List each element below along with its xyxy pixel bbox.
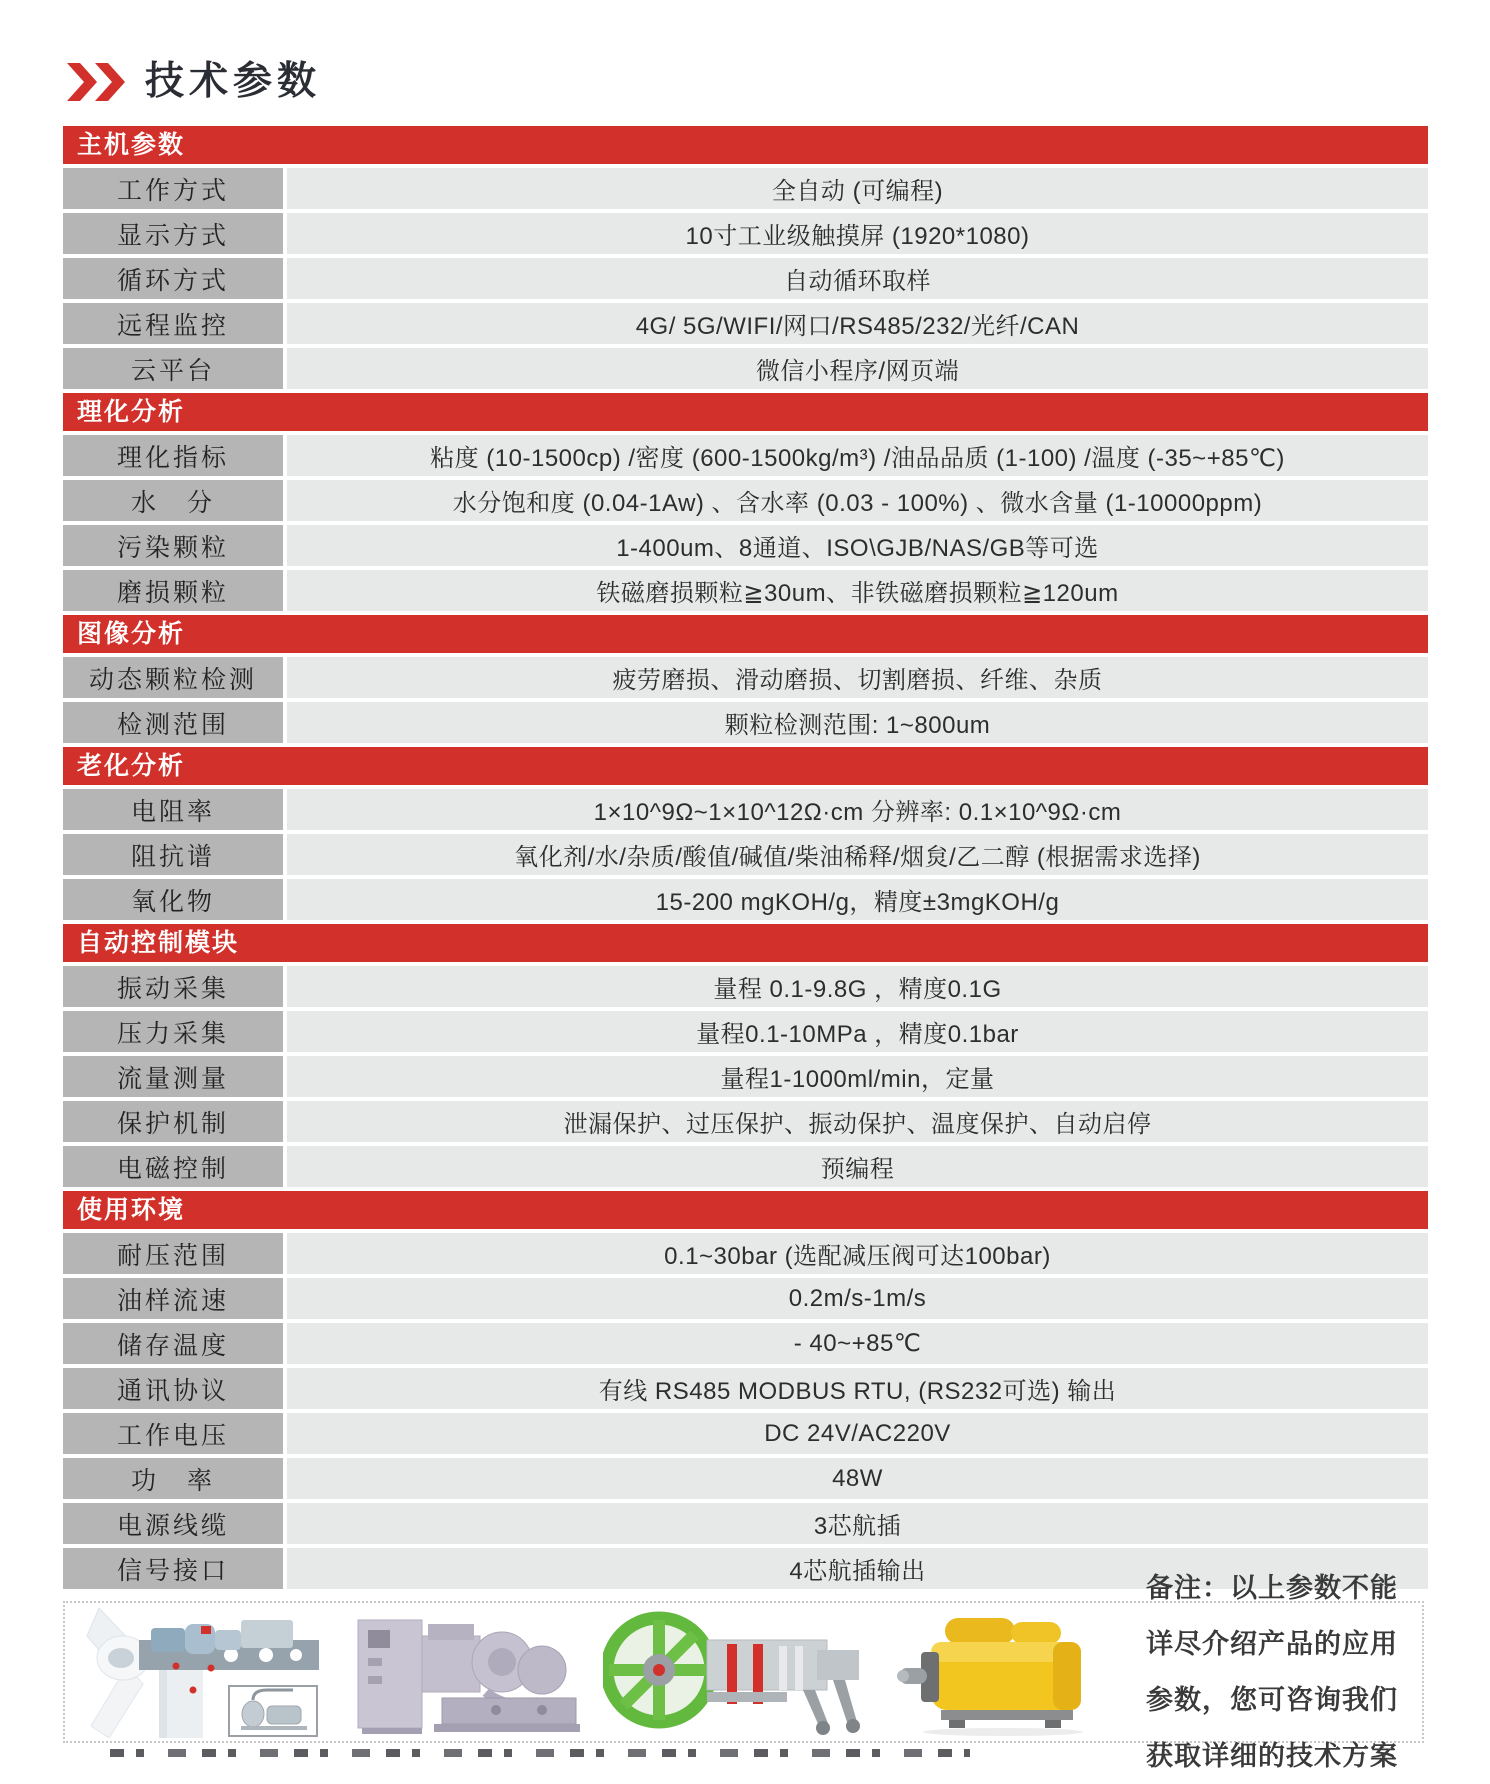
spec-label: 理化指标 (63, 435, 283, 476)
spec-label: 流量测量 (63, 1056, 283, 1097)
section-header-main-params: 主机参数 (63, 126, 1428, 164)
spec-table (63, 126, 1428, 1589)
spec-value: 4G/ 5G/WIFI/网口/RS485/232/光纤/CAN (287, 303, 1428, 344)
spec-label: 氧化物 (63, 879, 283, 920)
spec-row (63, 1101, 1428, 1142)
spec-value: 量程0.1-10MPa ，精度0.1bar (287, 1011, 1428, 1052)
spec-label: 压力采集 (63, 1011, 283, 1052)
spec-label: 功 率 (63, 1458, 283, 1499)
spec-label: 工作方式 (63, 168, 283, 209)
product-image-wind-turbine-gearbox (73, 1606, 338, 1738)
spec-label: 云平台 (63, 348, 283, 389)
spec-row (63, 525, 1428, 566)
section-header-image-analysis: 图像分析 (63, 615, 1428, 653)
spec-row (63, 702, 1428, 743)
page-content (63, 58, 1428, 1593)
spec-label: 磨损颗粒 (63, 570, 283, 611)
page-header (67, 58, 1428, 106)
applications-strip (63, 1573, 1424, 1771)
spec-label: 储存温度 (63, 1323, 283, 1364)
spec-label: 振动采集 (63, 966, 283, 1007)
spec-value: 0.1~30bar (选配减压阀可达100bar) (287, 1233, 1428, 1274)
spec-row (63, 1146, 1428, 1187)
spec-value: 1×10^9Ω~1×10^12Ω·cm 分辨率: 0.1×10^9Ω·cm (287, 789, 1428, 830)
spec-row (63, 1011, 1428, 1052)
spec-label: 显示方式 (63, 213, 283, 254)
spec-value: 预编程 (287, 1146, 1428, 1187)
spec-label: 检测范围 (63, 702, 283, 743)
steam-turbine-generator-illustration (346, 1606, 586, 1738)
spec-value: 48W (287, 1458, 1428, 1499)
spec-value: 0.2m/s-1m/s (287, 1278, 1428, 1319)
spec-row (63, 657, 1428, 698)
spec-label: 电磁控制 (63, 1146, 283, 1187)
spec-value: 15-200 mgKOH/g，精度±3mgKOH/g (287, 879, 1428, 920)
spec-label: 阻抗谱 (63, 834, 283, 875)
section-header-aging-analysis: 老化分析 (63, 747, 1428, 785)
spec-label: 远程监控 (63, 303, 283, 344)
spec-row (63, 213, 1428, 254)
spec-value: 4芯航插输出 (287, 1548, 1428, 1589)
spec-value: 氧化剂/水/杂质/酸值/碱值/柴油稀释/烟炱/乙二醇 (根据需求选择) (287, 834, 1428, 875)
spec-label: 通讯协议 (63, 1368, 283, 1409)
spec-row (63, 435, 1428, 476)
spec-value: 10寸工业级触摸屏 (1920*1080) (287, 213, 1428, 254)
spec-row (63, 303, 1428, 344)
spec-value: 量程1-1000ml/min，定量 (287, 1056, 1428, 1097)
spec-value: 铁磁磨损颗粒≧30um、非铁磁磨损颗粒≧120um (287, 570, 1428, 611)
spec-value: 疲劳磨损、滑动磨损、切割磨损、纤维、杂质 (287, 657, 1428, 698)
spec-row (63, 1368, 1428, 1409)
spec-label: 动态颗粒检测 (63, 657, 283, 698)
section-header-operating-environment: 使用环境 (63, 1191, 1428, 1229)
page-title: 技术参数 (145, 60, 322, 103)
yellow-compressor-illustration (893, 1606, 1108, 1738)
spec-row (63, 1323, 1428, 1364)
spec-value: 自动循环取样 (287, 258, 1428, 299)
double-chevron-icon (67, 63, 129, 101)
spec-row (63, 879, 1428, 920)
spec-value: 粘度 (10-1500cp) /密度 (600-1500kg/m³) /油品品质 (1-100) /温度 (-35~+85℃) (287, 435, 1428, 476)
spec-row (63, 789, 1428, 830)
spec-value: 微信小程序/网页端 (287, 348, 1428, 389)
spec-row (63, 966, 1428, 1007)
spec-row (63, 480, 1428, 521)
product-image-steam-turbine-generator-set (338, 1606, 593, 1738)
product-image-tunnel-boring-machine (593, 1606, 883, 1738)
tunnel-boring-machine-illustration (603, 1606, 873, 1738)
spec-label: 油样流速 (63, 1278, 283, 1319)
spec-value: 3芯航插 (287, 1503, 1428, 1544)
spec-value: 颗粒检测范围: 1~800um (287, 702, 1428, 743)
spec-value: 泄漏保护、过压保护、振动保护、温度保护、自动启停 (287, 1101, 1428, 1142)
product-image-yellow-compressor-unit (883, 1606, 1118, 1738)
spec-value: 有线 RS485 MODBUS RTU, (RS232可选) 输出 (287, 1368, 1428, 1409)
spec-label: 循环方式 (63, 258, 283, 299)
spec-value: 量程 0.1-9.8G ，精度0.1G (287, 966, 1428, 1007)
spec-label: 耐压范围 (63, 1233, 283, 1274)
spec-value: 全自动 (可编程) (287, 168, 1428, 209)
spec-row (63, 258, 1428, 299)
spec-label: 污染颗粒 (63, 525, 283, 566)
spec-value: DC 24V/AC220V (287, 1413, 1428, 1454)
spec-row (63, 1503, 1428, 1544)
spec-label: 信号接口 (63, 1548, 283, 1589)
spec-row (63, 570, 1428, 611)
spec-label: 电源线缆 (63, 1503, 283, 1544)
spec-row (63, 168, 1428, 209)
spec-row (63, 1278, 1428, 1319)
spec-label: 保护机制 (63, 1101, 283, 1142)
spec-row (63, 1458, 1428, 1499)
spec-value: - 40~+85℃ (287, 1323, 1428, 1364)
clipped-bottom-text (110, 1749, 970, 1757)
spec-row (63, 1413, 1428, 1454)
spec-label: 工作电压 (63, 1413, 283, 1454)
spec-value: 1-400um、8通道、ISO\GJB/NAS/GB等可选 (287, 525, 1428, 566)
note-text: 备注：以上参数不能详尽介绍产品的应用参数，您可咨询我们获取详细的技术方案 (1146, 1573, 1398, 1771)
spec-row (63, 834, 1428, 875)
section-header-physicochemical-analysis: 理化分析 (63, 393, 1428, 431)
spec-row (63, 1056, 1428, 1097)
spec-row (63, 348, 1428, 389)
spec-label: 水 分 (63, 480, 283, 521)
spec-label: 电阻率 (63, 789, 283, 830)
section-header-auto-control-module: 自动控制模块 (63, 924, 1428, 962)
wind-turbine-gearbox-illustration (81, 1606, 331, 1738)
spec-row (63, 1233, 1428, 1274)
spec-value: 水分饱和度 (0.04-1Aw) 、含水率 (0.03 - 100%) 、微水含量 (1-10000ppm) (287, 480, 1428, 521)
